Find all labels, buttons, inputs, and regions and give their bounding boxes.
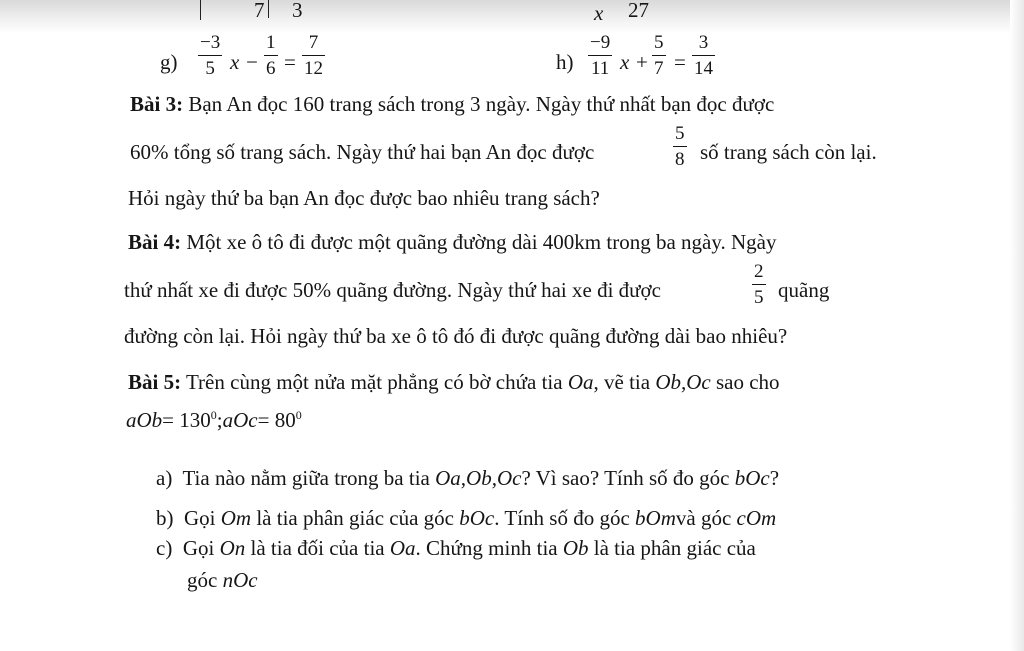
question-label: b) [156,506,174,530]
question-text: góc [187,568,218,592]
fraction-denominator: 5 [205,58,215,79]
question-c-line-2 [187,570,258,591]
exercise-3-line-1 [130,94,774,115]
question-text: Tia nào nằm giữa trong ba tia [182,466,430,490]
fraction [692,33,715,78]
ray-name: Om [220,506,252,530]
exercise-4-line-1 [128,232,776,253]
fraction [752,262,766,307]
ray-name: Oa [567,370,594,394]
angle-name: aOb [126,408,163,432]
question-text: là tia phân giác của góc [256,506,454,530]
question-text: là tia phân giác của [593,536,756,560]
fraction-bar-fragment [200,0,201,20]
angle-name: bOm [635,506,676,530]
exercise-title: Bài 3: [130,92,184,116]
fraction-numerator: −3 [200,32,221,53]
fraction [264,33,278,78]
angle-name: cOm [736,506,777,530]
angle-value: = 80 [257,408,296,432]
exercise-5-line-1 [128,372,780,393]
fraction [302,33,325,78]
fragment-right-num: 27 [628,0,649,22]
exercise-text: sao cho [715,370,780,394]
question-b [156,508,776,529]
exercise-text: Bạn An đọc 160 trang sách trong 3 ngày. Ngày thứ nhất bạn đọc được [188,92,775,116]
exercise-text: , vẽ tia [593,370,651,394]
equation-operator: x − [230,50,259,74]
fraction-numerator: 1 [266,32,276,53]
exercise-4-line-2a: thứ nhất xe đi được 50% quãng đường. Ngày thứ hai xe đi được [124,278,661,302]
ray-name: Ob [562,536,589,560]
degree-sign: 0 [210,408,217,422]
ray-name: Oa,Ob,Oc [435,466,522,490]
question-label: a) [156,466,173,490]
question-text: . Chứng minh tia [415,536,558,560]
ray-name: Ob,Oc [655,370,711,394]
exercise-title: Bài 5: [128,370,182,394]
ray-name: Oa [389,536,416,560]
fraction [198,33,222,78]
fraction-denominator: 11 [590,58,610,79]
angle-name: bOc [459,506,495,530]
equation-label: h) [556,50,574,74]
ray-name: On [219,536,246,560]
question-text: là tia đối của tia [250,536,385,560]
fraction-numerator: 7 [308,32,319,53]
fraction-numerator: 5 [654,32,664,53]
equals-sign: = [674,50,686,74]
fragment-left-den: 3 [292,0,303,22]
exercise-5-line-2 [126,410,302,431]
fragment-right-var: x [594,1,604,25]
question-text: ? [769,466,780,490]
exercise-3-line-2b: số trang sách còn lại. [700,140,877,164]
exercise-text: Một xe ô tô đi được một quãng đường dài 400km trong ba ngày. Ngày [186,230,777,254]
question-text: Gọi [184,506,216,530]
question-c [156,538,756,559]
exercise-3-line-3: Hỏi ngày thứ ba bạn An đọc được bao nhiêu trang sách? [128,186,600,210]
question-text: . Tính số đo góc [494,506,630,530]
fraction-denominator: 14 [694,58,713,79]
fragment-divider [268,0,269,18]
fragment-left-num: 7 [254,0,265,22]
fraction [652,33,666,78]
fraction-numerator: 5 [675,123,685,144]
exercise-4-line-3: đường còn lại. Hỏi ngày thứ ba xe ô tô đó đi được quãng đường dài bao nhiêu? [124,324,788,348]
angle-value: = 130 [162,408,211,432]
fraction-denominator: 7 [654,58,664,79]
equation-label: g) [160,50,178,74]
fraction-denominator: 12 [304,58,323,79]
equation-operator: x + [620,50,649,74]
question-text: Gọi [182,536,215,560]
exercise-text: Trên cùng một nửa mặt phẳng có bờ chứa tia [185,370,563,394]
exercise-title: Bài 4: [128,230,182,254]
fraction-denominator: 8 [675,149,685,170]
separator: ; [216,408,223,432]
exercise-3-line-2a: 60% tổng số trang sách. Ngày thứ hai bạn An đọc được [130,140,595,164]
fraction-numerator: −9 [590,32,611,53]
top-shadow [0,0,1024,34]
exercise-4-line-2b: quãng [778,278,830,302]
degree-sign: 0 [295,408,302,422]
fraction [673,124,687,169]
question-a [156,468,779,489]
angle-name: aOc [222,408,258,432]
question-text: và góc [675,506,732,530]
angle-name: nOc [222,568,258,592]
equals-sign: = [284,50,296,74]
fraction-denominator: 5 [754,287,764,308]
fraction-denominator: 6 [266,58,276,79]
question-label: c) [156,536,173,560]
fraction [588,33,612,78]
right-shadow [1010,0,1024,651]
fraction-numerator: 3 [698,32,709,53]
fraction-numerator: 2 [754,261,764,282]
angle-name: bOc [734,466,770,490]
question-text: ? Vì sao? Tính số đo góc [521,466,730,490]
